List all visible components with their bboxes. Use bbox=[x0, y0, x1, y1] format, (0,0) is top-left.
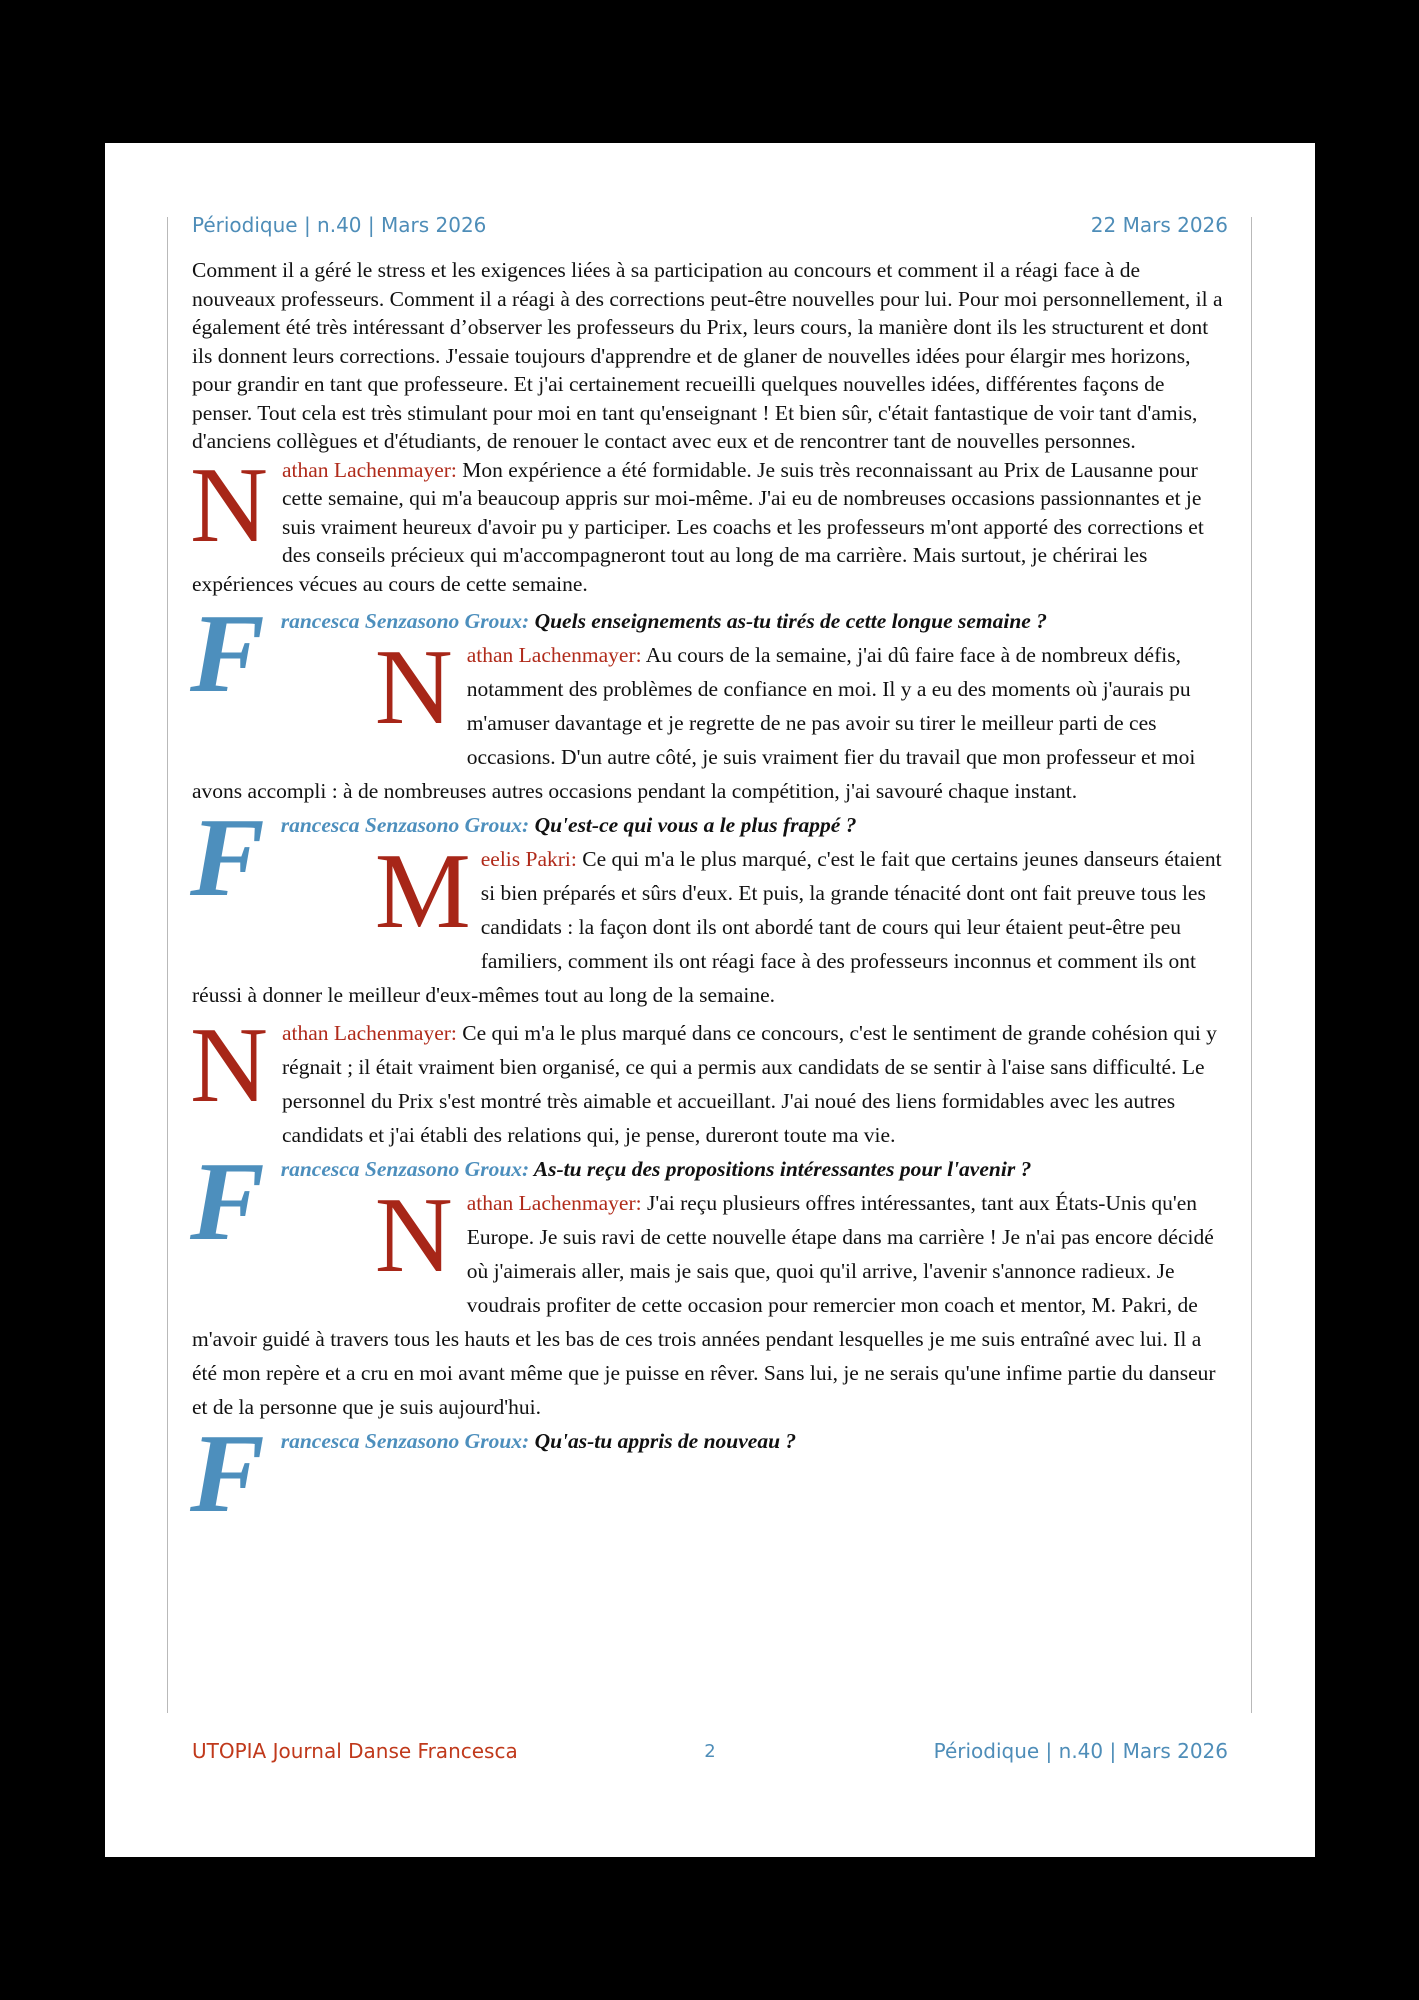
speaker-name: rancesca Senzasono Groux: bbox=[280, 609, 530, 633]
drop-cap: F bbox=[190, 1140, 265, 1264]
answer-nathan-1 bbox=[190, 445, 1228, 599]
article-body bbox=[190, 256, 1228, 1536]
footer-journal-name: UTOPIA Journal Danse Francesca bbox=[192, 1739, 518, 1763]
answer-meelis bbox=[192, 832, 1228, 1012]
answer-text: Au cours de la semaine, j'ai dû faire face à de nombreux défis, notamment des problèmes de confiance en moi. Il y a eu des moments où j'aurais pu m'amuser davantage et je regrette de ne pas avoir su tirer le meilleur parti de ces occasions. D'un autre côté, je suis vraiment fier du travail que mon professeur et moi avons accompli : à de nombreuses autres occasions pendant la compétition, j'ai savouré chaque instant. bbox=[192, 643, 1196, 803]
drop-cap: F bbox=[190, 592, 265, 716]
left-margin-rule bbox=[167, 217, 168, 1713]
document-page bbox=[105, 143, 1315, 1857]
header-date: 22 Mars 2026 bbox=[1090, 213, 1228, 237]
drop-cap: F bbox=[190, 796, 265, 920]
question-francesca-4 bbox=[190, 1412, 1228, 1536]
question-text: Quels enseignements as-tu tirés de cette longue semaine ? bbox=[529, 609, 1047, 633]
question-text: As-tu reçu des propositions intéressantes pour l'avenir ? bbox=[529, 1157, 1032, 1181]
drop-cap: N bbox=[190, 1006, 268, 1125]
answer-text: Mon expérience a été formidable. Je suis très reconnaissant au Prix de Lausanne pour cette semaine, qui m'a beaucoup appris sur moi-même. J'ai eu de nombreuses occasions passionnantes et je suis vraiment heureux d'avoir pu y participer. Les coachs et les professeurs m'ont apporté des corrections et des conseils précieux qui m'accompagneront tout au long de ma carrière. Mais surtout, je chérirai les expériences vécues au cours de cette semaine. bbox=[192, 457, 1204, 596]
drop-cap: N bbox=[374, 628, 453, 747]
speaker-name: eelis Pakri: bbox=[480, 847, 577, 871]
right-margin-rule bbox=[1251, 217, 1252, 1713]
drop-cap: M bbox=[374, 832, 471, 951]
answer-text: Ce qui m'a le plus marqué, c'est le fait que certains jeunes danseurs étaient si bien préparés et sûrs d'eux. Et puis, la grande ténacité dont ont fait preuve tous les candidats : la façon dont ils ont abordé tant de cours qui leur étaient peut-être peu familiers, comment ils ont réagi face à des professeurs inconnus et comment ils ont réussi à donner le meilleur d'eux-mêmes tout au long de la semaine. bbox=[192, 847, 1222, 1007]
speaker-name: athan Lachenmayer: bbox=[466, 643, 642, 667]
speaker-name: rancesca Senzasono Groux: bbox=[280, 1157, 530, 1181]
header-periodical: Périodique | n.40 | Mars 2026 bbox=[192, 213, 487, 237]
speaker-name: rancesca Senzasono Groux: bbox=[280, 813, 530, 837]
footer-periodical: Périodique | n.40 | Mars 2026 bbox=[933, 1739, 1228, 1763]
answer-nathan-3 bbox=[190, 1006, 1228, 1152]
speaker-name: rancesca Senzasono Groux: bbox=[280, 1429, 530, 1453]
question-text: Qu'as-tu appris de nouveau ? bbox=[529, 1429, 797, 1453]
drop-cap: N bbox=[374, 1176, 453, 1295]
answer-nathan-4 bbox=[192, 1176, 1228, 1424]
page-number: 2 bbox=[704, 1741, 716, 1762]
speaker-name: athan Lachenmayer: bbox=[466, 1191, 642, 1215]
drop-cap: N bbox=[190, 445, 268, 565]
speaker-name: athan Lachenmayer: bbox=[282, 1021, 457, 1045]
answer-nathan-2 bbox=[192, 628, 1228, 808]
speaker-name: athan Lachenmayer: bbox=[282, 457, 457, 482]
drop-cap: F bbox=[190, 1412, 265, 1536]
question-text: Qu'est-ce qui vous a le plus frappé ? bbox=[529, 813, 857, 837]
intro-paragraph: Comment il a géré le stress et les exigences liées à sa participation au concours et comment il a réagi face à de nouveaux professeurs. Comment il a réagi à des corrections peut-être nouvelles pour lui. Pour moi personnellement, il a également été très intéressant d’observer les professeurs du Prix, leurs cours, la manière dont ils les structurent et dont ils donnent leurs corrections. J'essaie toujours d'apprendre et de glaner de nouvelles idées pour élargir mes horizons, pour grandir en tant que professeure. Et j'ai certainement recueilli quelques nouvelles idées, différentes façons de penser. Tout cela est très stimulant pour moi en tant qu'enseignant ! Et bien sûr, c'était fantastique de voir tant d'amis, d'anciens collègues et d'étudiants, de renouer le contact avec eux et de rencontrer tant de nouvelles personnes. bbox=[192, 258, 1223, 453]
answer-text: J'ai reçu plusieurs offres intéressantes, tant aux États-Unis qu'en Europe. Je suis ravi de cette nouvelle étape dans ma carrière ! Je n'ai pas encore décidé où j'aimerais aller, mais je sais que, quoi qu'il arrive, l'avenir s'annonce radieux. Je voudrais profiter de cette occasion pour remercier mon coach et mentor, M. Pakri, de m'avoir guidé à travers tous les hauts et les bas de ces trois années pendant lesquelles je me suis entraîné avec lui. Il a été mon repère et a cru en moi avant même que je puisse en rêver. Sans lui, je ne serais qu'une infime partie du danseur et de la personne que je suis aujourd'hui. bbox=[192, 1191, 1216, 1419]
answer-text: Ce qui m'a le plus marqué dans ce concours, c'est le sentiment de grande cohésion qui y régnait ; il était vraiment bien organisé, ce qui a permis aux candidats de se sentir à l'aise sans difficulté. Le personnel du Prix s'est montré très aimable et accueillant. J'ai noué des liens formidables avec les autres candidats et j'ai établi des relations qui, je pense, dureront toute ma vie. bbox=[282, 1021, 1217, 1147]
